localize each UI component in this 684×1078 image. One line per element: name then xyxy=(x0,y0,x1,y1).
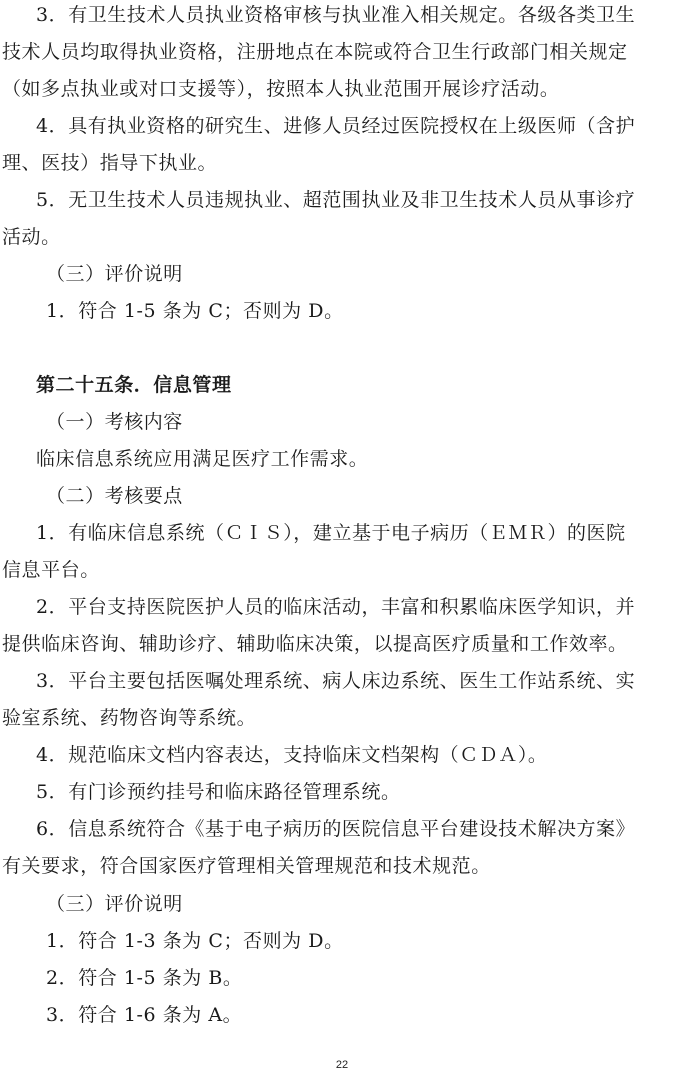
point-1-line-1: 1．有临床信息系统（ＣＩＳ），建立基于电子病历（ＥＭＲ）的医院 xyxy=(36,522,626,544)
article-25-evaluation-item-2: 2．符合 1-5 条为 B。 xyxy=(46,967,243,989)
article-25-evaluation-item-3: 3．符合 1-6 条为 A。 xyxy=(46,1004,243,1026)
content-heading: （一）考核内容 xyxy=(46,411,183,433)
evaluation-item-1: 1．符合 1-5 条为 C；否则为 D。 xyxy=(46,300,344,322)
page-number: 22 xyxy=(335,1059,349,1071)
points-heading: （二）考核要点 xyxy=(46,485,183,507)
point-2-line-1: 2．平台支持医院医护人员的临床活动，丰富和积累临床医学知识，并 xyxy=(36,596,636,618)
article-25-title: 第二十五条．信息管理 xyxy=(36,374,232,396)
req-item-4-line-2: 理、医技）指导下执业。 xyxy=(2,152,218,174)
point-6-line-1: 6．信息系统符合《基于电子病历的医院信息平台建设技术解决方案》 xyxy=(36,818,636,840)
point-5: 5．有门诊预约挂号和临床路径管理系统。 xyxy=(36,781,401,803)
req-item-3-line-3: （如多点执业或对口支援等），按照本人执业范围开展诊疗活动。 xyxy=(2,78,560,100)
req-item-4-line-1: 4．具有执业资格的研究生、进修人员经过医院授权在上级医师（含护 xyxy=(36,115,636,137)
req-item-3-line-2: 技术人员均取得执业资格，注册地点在本院或符合卫生行政部门相关规定 xyxy=(2,41,628,63)
req-item-5-line-1: 5．无卫生技术人员违规执业、超范围执业及非卫生技术人员从事诊疗 xyxy=(36,189,636,211)
point-3-line-1: 3．平台主要包括医嘱处理系统、病人床边系统、医生工作站系统、实 xyxy=(36,670,636,692)
content-text: 临床信息系统应用满足医疗工作需求。 xyxy=(36,448,369,470)
point-3-line-2: 验室系统、药物咨询等系统。 xyxy=(2,707,257,729)
point-4: 4．规范临床文档内容表达，支持临床文档架构（ＣＤＡ）。 xyxy=(36,744,548,766)
point-1-line-2: 信息平台。 xyxy=(2,559,100,581)
article-25-evaluation-heading: （三）评价说明 xyxy=(46,893,183,915)
req-item-5-line-2: 活动。 xyxy=(2,226,61,248)
point-6-line-2: 有关要求，符合国家医疗管理相关管理规范和技术规范。 xyxy=(2,855,491,877)
article-25-evaluation-item-1: 1．符合 1-3 条为 C；否则为 D。 xyxy=(46,930,344,952)
req-item-3-line-1: 3．有卫生技术人员执业资格审核与执业准入相关规定。各级各类卫生 xyxy=(36,4,636,26)
point-2-line-2: 提供临床咨询、辅助诊疗、辅助临床决策，以提高医疗质量和工作效率。 xyxy=(2,633,628,655)
evaluation-heading: （三）评价说明 xyxy=(46,263,183,285)
